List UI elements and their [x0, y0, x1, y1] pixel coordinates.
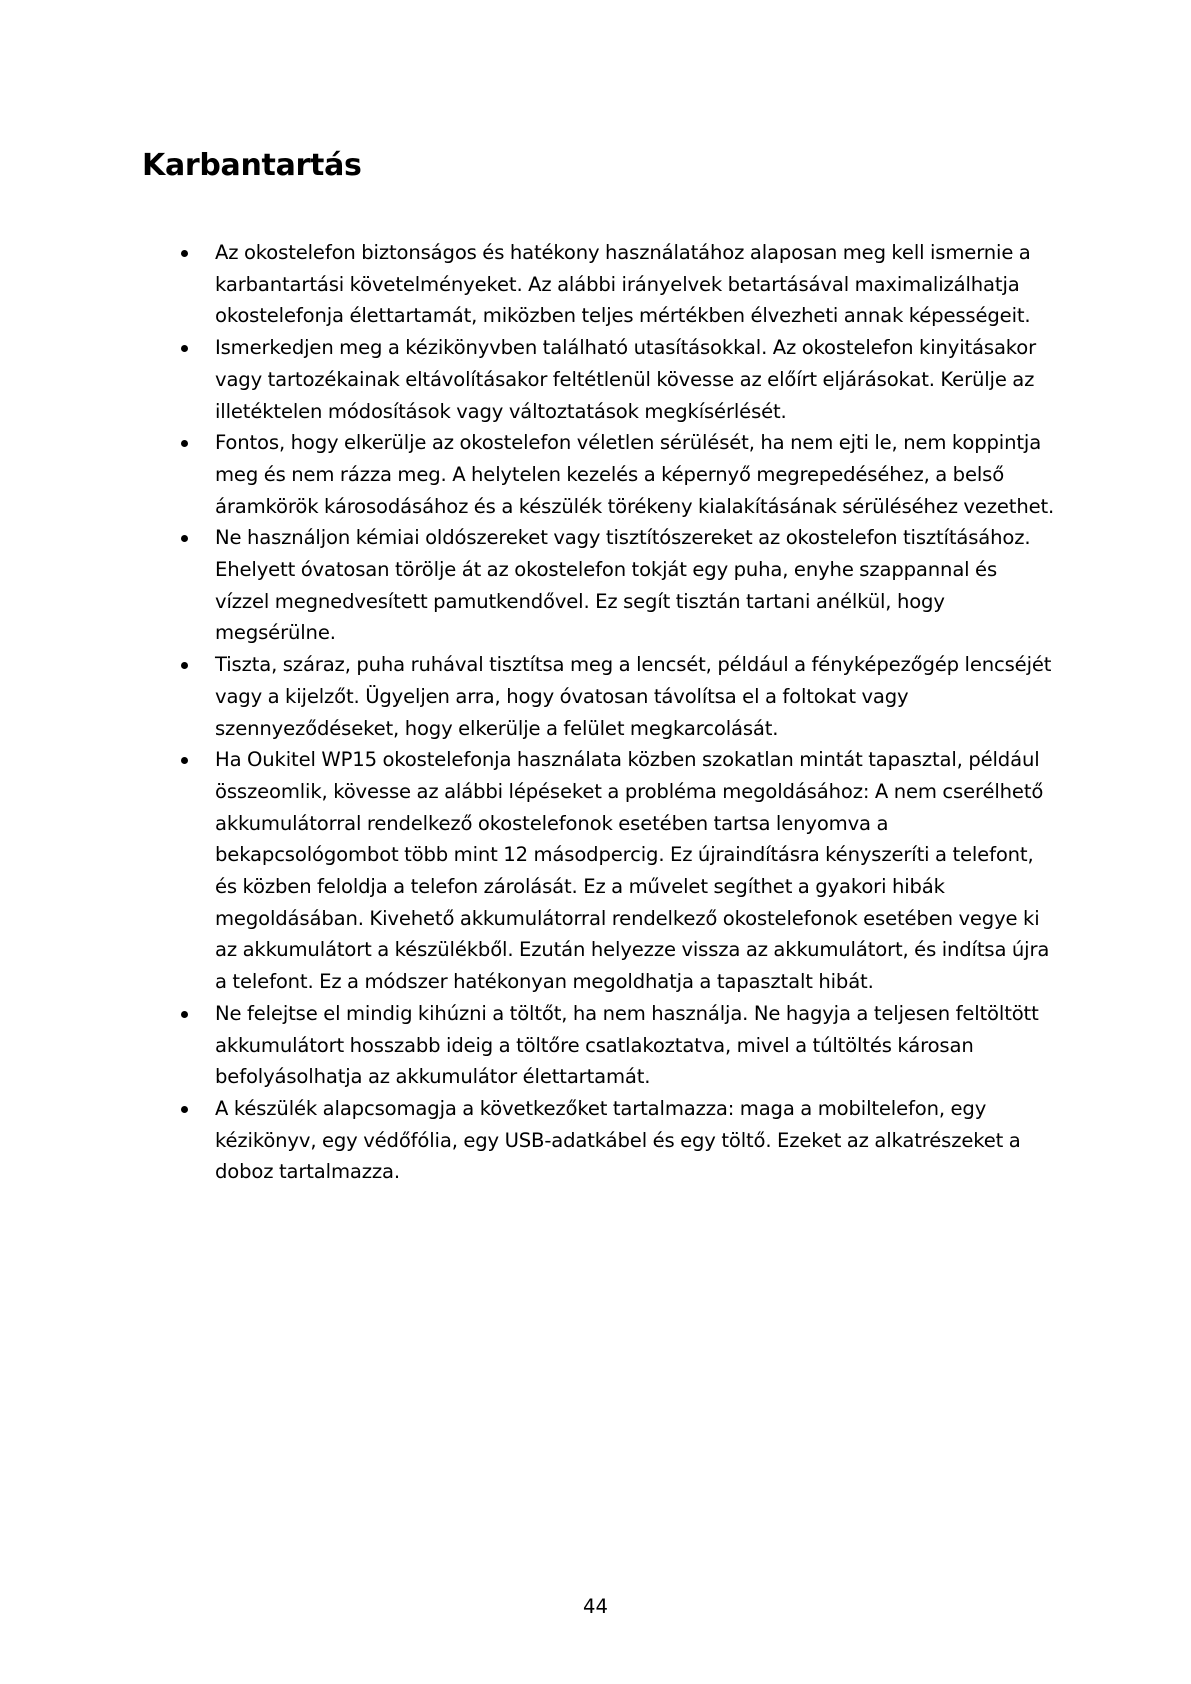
list-item-text-line: áramkörök károsodásához és a készülék törékeny kialakításának sérüléséhez vezethet. [215, 494, 1055, 518]
list-item-text-line: doboz tartalmazza. [215, 1160, 400, 1184]
list-item-text-line: okostelefonja élettartamát, miközben teljes mértékben élvezheti annak képességeit. [215, 304, 1031, 328]
bullet-icon [181, 1106, 188, 1113]
list-item-text-line: akkumulátorral rendelkező okostelefonok esetében tartsa lenyomva a [215, 811, 889, 835]
bullet-icon [181, 440, 188, 447]
list-item-text-line: Ha Oukitel WP15 okostelefonja használata közben szokatlan mintát tapasztal, például [215, 748, 1040, 772]
list-item [178, 998, 1058, 1093]
list-item [178, 522, 1058, 649]
list-item-text-line: összeomlik, kövesse az alábbi lépéseket a probléma megoldásához: A nem cserélhető [215, 779, 1044, 803]
list-item [178, 649, 1058, 744]
list-item-text-line: bekapcsológombot több mint 12 másodpercig. Ez újraindításra kényszeríti a telefont, [215, 843, 1034, 867]
maintenance-list [178, 237, 1058, 1188]
list-item-text-line: megoldásában. Kivehető akkumulátorral rendelkező okostelefonok esetében vegye ki [215, 906, 1040, 930]
bullet-icon [181, 1011, 188, 1018]
list-item-text-line: Ne használjon kémiai oldószereket vagy tisztítószereket az okostelefon tisztításához. [215, 526, 1031, 550]
page-number: 44 [583, 1595, 608, 1618]
list-item-text-line: Az okostelefon biztonságos és hatékony használatához alaposan meg kell ismernie a [215, 241, 1031, 264]
list-item [178, 332, 1058, 427]
bullet-icon [181, 250, 188, 257]
list-item-text-line: akkumulátort hosszabb ideig a töltőre csatlakoztatva, mivel a túltöltés károsan [215, 1033, 974, 1057]
list-item [178, 1093, 1058, 1188]
list-item-text-line: vagy a kijelzőt. Ügyeljen arra, hogy óvatosan távolítsa el a foltokat vagy [215, 684, 909, 708]
list-item-text-line: a telefont. Ez a módszer hatékonyan megoldhatja a tapasztalt hibát. [215, 970, 874, 994]
list-item-text-line: az akkumulátort a készülékből. Ezután helyezze vissza az akkumulátort, és indítsa újra [215, 938, 1050, 962]
list-item-text-line: és közben feloldja a telefon zárolását. Ez a művelet segíthet a gyakori hibák [215, 875, 945, 899]
list-item-text-line: vízzel megnedvesített pamutkendővel. Ez segít tisztán tartani anélkül, hogy [215, 589, 945, 613]
list-item-text-line: karbantartási követelményeket. Az alábbi irányelvek betartásával maximalizálhatja [215, 272, 1020, 296]
list-item-text-line: Ne felejtse el mindig kihúzni a töltőt, ha nem használja. Ne hagyja a teljesen feltöltött [215, 1001, 1039, 1025]
list-item-text-line: megsérülne. [215, 621, 336, 645]
list-item-text-line: meg és nem rázza meg. A helytelen kezelés a képernyő megrepedéséhez, a belső [215, 462, 1005, 486]
list-item [178, 744, 1058, 998]
list-item-text-line: illetéktelen módosítások vagy változtatások megkísérlését. [215, 399, 787, 423]
list-item [178, 237, 1058, 332]
bullet-icon [181, 757, 188, 764]
list-item-text-line: Ehelyett óvatosan törölje át az okostelefon tokját egy puha, enyhe szappannal és [215, 558, 998, 582]
list-item-text-line: befolyásolhatja az akkumulátor élettartamát. [215, 1065, 651, 1089]
list-item-text-line: kézikönyv, egy védőfólia, egy USB-adatkábel és egy töltő. Ezeket az alkatrészeket a [215, 1128, 1021, 1152]
list-item-text-line: Tiszta, száraz, puha ruhával tisztítsa meg a lencsét, például a fényképezőgép lencséjét [215, 653, 1052, 677]
bullet-icon [181, 535, 188, 542]
list-item-text-line: Ismerkedjen meg a kézikönyvben található utasításokkal. Az okostelefon kinyitásakor [215, 336, 1037, 360]
list-item-text-line: szennyeződéseket, hogy elkerülje a felület megkarcolását. [215, 716, 779, 740]
bullet-icon [181, 345, 188, 352]
list-item-text-line: A készülék alapcsomagja a következőket tartalmazza: maga a mobiltelefon, egy [215, 1096, 987, 1120]
page-title: Karbantartás [142, 148, 362, 183]
list-item-text-line: Fontos, hogy elkerülje az okostelefon véletlen sérülését, ha nem ejti le, nem koppintja [215, 431, 1042, 455]
list-item [178, 427, 1058, 522]
list-item-text-line: vagy tartozékainak eltávolításakor feltétlenül kövesse az előírt eljárásokat. Kerülje az [215, 367, 1035, 391]
bullet-icon [181, 662, 188, 669]
